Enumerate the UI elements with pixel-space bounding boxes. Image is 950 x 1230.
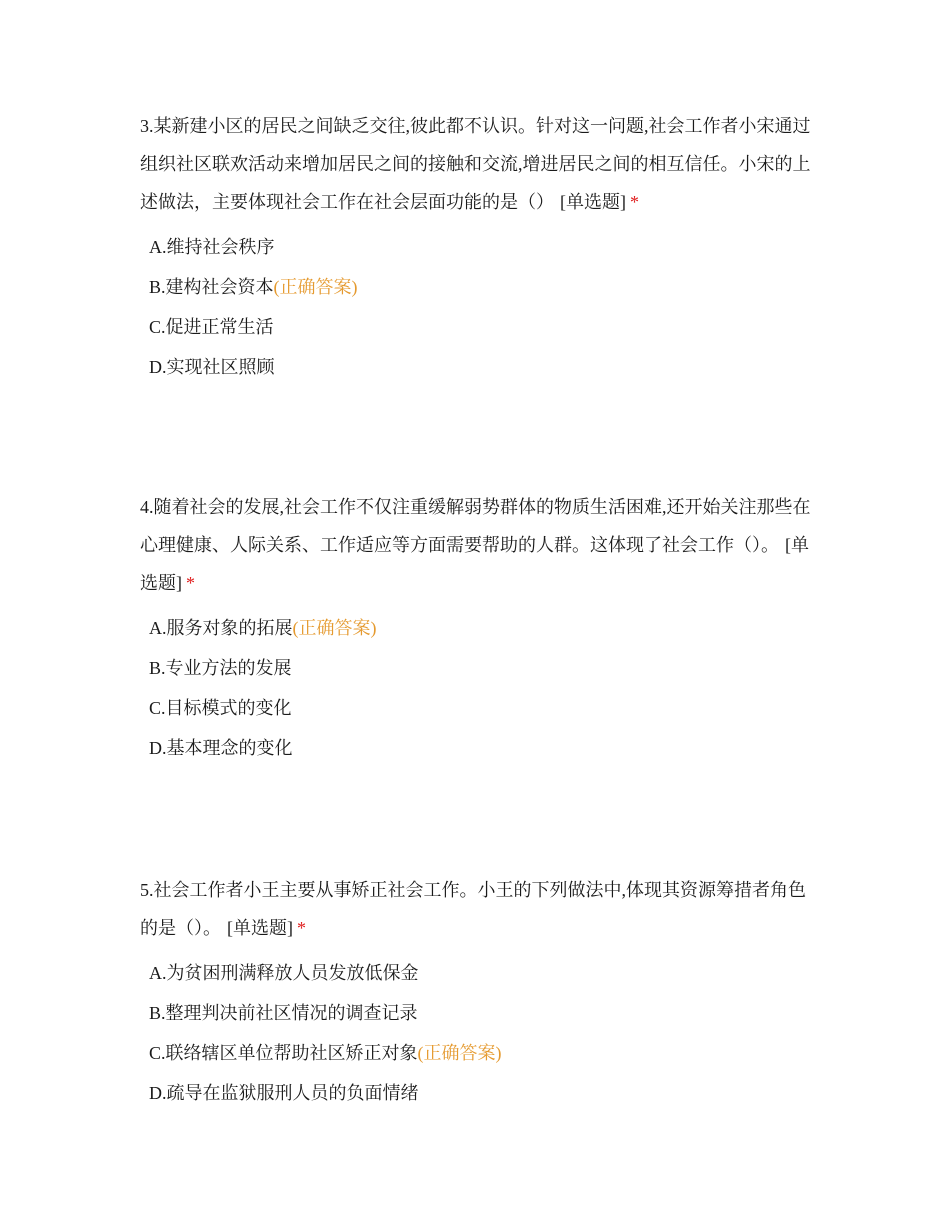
question-text: [140, 871, 820, 947]
required-mark: *: [297, 918, 306, 938]
option-c[interactable]: [140, 1033, 820, 1073]
question-5: [140, 871, 820, 1113]
option-label: C.促进正常生活: [149, 317, 274, 337]
option-label: B.整理判决前社区情况的调查记录: [149, 1003, 418, 1023]
question-text: [140, 107, 820, 221]
option-c[interactable]: [140, 688, 820, 728]
option-b[interactable]: [140, 993, 820, 1033]
required-mark: *: [186, 573, 195, 593]
option-label: D.基本理念的变化: [149, 738, 293, 758]
option-d[interactable]: [140, 1073, 820, 1113]
question-4: [140, 488, 820, 768]
question-3: [140, 107, 820, 387]
correct-answer-note: (正确答案): [273, 277, 358, 297]
question-type: [单选题]: [227, 918, 293, 938]
option-label: B.建构社会资本: [149, 277, 274, 297]
option-d[interactable]: [140, 728, 820, 768]
question-type: [单选题]: [560, 192, 626, 212]
option-a[interactable]: [140, 608, 820, 648]
option-label: A.为贫困刑满释放人员发放低保金: [149, 963, 419, 983]
required-mark: *: [630, 192, 639, 212]
option-list: [140, 953, 820, 1113]
option-label: C.目标模式的变化: [149, 698, 292, 718]
option-d[interactable]: [140, 347, 820, 387]
option-c[interactable]: [140, 307, 820, 347]
option-b[interactable]: [140, 648, 820, 688]
option-list: [140, 608, 820, 768]
correct-answer-note: (正确答案): [292, 618, 377, 638]
option-label: A.服务对象的拓展: [149, 618, 293, 638]
question-text: [140, 488, 820, 602]
question-stem: 3.某新建小区的居民之间缺乏交往,彼此都不认识。针对这一问题,社会工作者小宋通过组织社区联欢活动来增加居民之间的接触和交流,增进居民之间的相互信任。小宋的上述做法，主要体现社会工作在社会层面功能的是（）: [140, 116, 811, 212]
option-label: D.疏导在监狱服刑人员的负面情绪: [149, 1083, 419, 1103]
question-stem: 5.社会工作者小王主要从事矫正社会工作。小王的下列做法中,体现其资源筹措者角色的是（）。: [140, 880, 806, 938]
question-type: [单选题]: [140, 535, 809, 593]
option-a[interactable]: [140, 953, 820, 993]
option-label: C.联络辖区单位帮助社区矫正对象: [149, 1043, 418, 1063]
option-label: D.实现社区照顾: [149, 357, 275, 377]
option-b[interactable]: [140, 267, 820, 307]
option-label: A.维持社会秩序: [149, 237, 275, 257]
option-list: [140, 227, 820, 387]
correct-answer-note: (正确答案): [417, 1043, 502, 1063]
question-stem: 4.随着社会的发展,社会工作不仅注重缓解弱势群体的物质生活困难,还开始关注那些在心理健康、人际关系、工作适应等方面需要帮助的人群。这体现了社会工作（）。: [140, 497, 811, 555]
option-a[interactable]: [140, 227, 820, 267]
option-label: B.专业方法的发展: [149, 658, 292, 678]
